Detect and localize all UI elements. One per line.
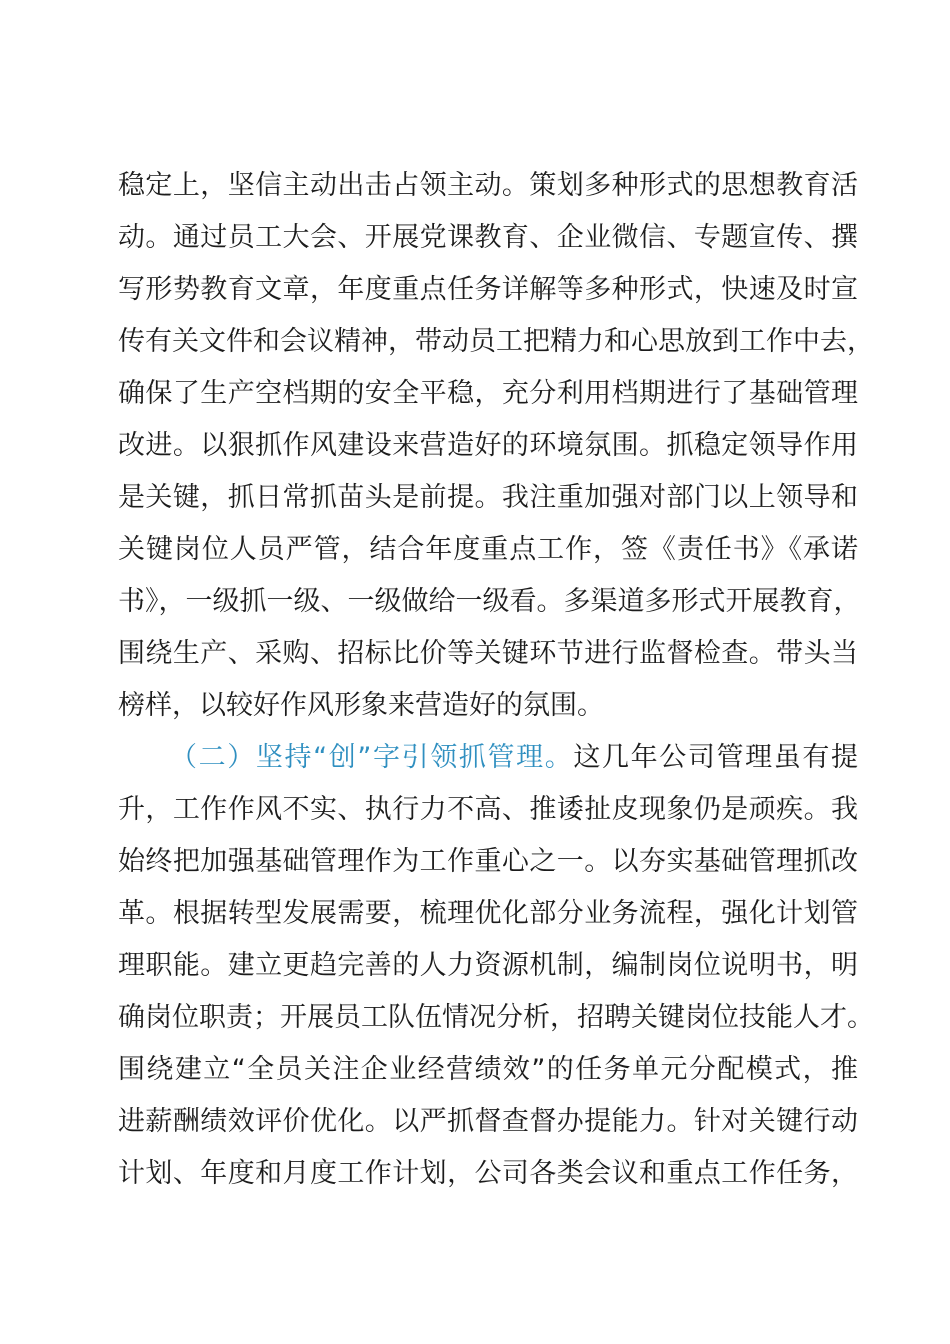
paragraph-2-line-6: 确岗位职责；开展员工队伍情况分析，招聘关键岗位技能人才。 [118,1002,874,1033]
paragraph-2-line-1 [170,734,858,782]
paragraph-2-line-3: 始终把加强基础管理作为工作重心之一。以夯实基础管理抓改 [118,846,858,877]
paragraph-2-line-4: 革。根据转型发展需要，梳理优化部分业务流程，强化计划管 [118,898,858,929]
paragraph-1-line-1: 稳定上，坚信主动出击占领主动。策划多种形式的思想教育活 [118,170,858,201]
paragraph-1-line-6: 改进。以狠抓作风建设来营造好的环境氛围。抓稳定领导作用 [118,430,858,461]
paragraph-1-line-11: 榜样，以较好作风形象来营造好的氛围。 [118,690,604,721]
paragraph-2-line-8: 进薪酬绩效评价优化。以严抓督查督办提能力。针对关键行动 [118,1106,858,1137]
paragraph-1-line-10: 围绕生产、采购、招标比价等关键环节进行监督检查。带头当 [118,638,858,669]
paragraph-2-line-5: 理职能。建立更趋完善的人力资源机制，编制岗位说明书，明 [118,950,858,981]
paragraph-2-line-7: 围绕建立“全员关注企业经营绩效”的任务单元分配模式，推 [118,1054,858,1085]
paragraph-2-line-1-text: 这几年公司管理虽有提 [573,742,859,773]
section-heading: （二）坚持“创”字引领抓管理。 [170,742,574,773]
paragraph-1-line-4: 传有关文件和会议精神，带动员工把精力和心思放到工作中去， [118,326,874,357]
paragraph-1-line-7: 是关键，抓日常抓苗头是前提。我注重加强对部门以上领导和 [118,482,858,513]
paragraph-1-line-8: 关键岗位人员严管，结合年度重点工作，签《责任书》《承诺 [118,534,858,565]
paragraph-2-line-2: 升，工作作风不实、执行力不高、推诿扯皮现象仍是顽疾。我 [118,794,858,825]
paragraph-1-line-9: 书》，一级抓一级、一级做给一级看。多渠道多形式开展教育， [118,586,861,617]
paragraph-1-line-2: 动。通过员工大会、开展党课教育、企业微信、专题宣传、撰 [118,222,858,253]
paragraph-1-line-5: 确保了生产空档期的安全平稳，充分利用档期进行了基础管理 [118,378,858,409]
paragraph-1-line-3: 写形势教育文章，年度重点任务详解等多种形式，快速及时宣 [118,274,858,305]
paragraph-2-line-9: 计划、年度和月度工作计划，公司各类会议和重点工作任务， [118,1158,858,1189]
